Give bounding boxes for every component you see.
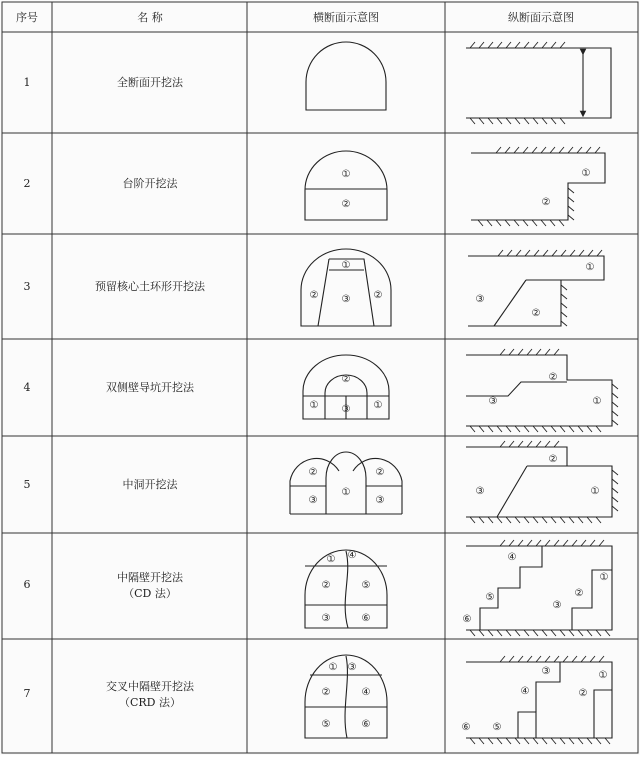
long-section-2 [471,153,605,220]
row-number: 6 [23,578,31,591]
hatch-mark [597,250,602,256]
hatch-mark [612,402,618,407]
hatch-mark [536,656,541,662]
mark-label: ④ [520,686,530,697]
hatch-mark [560,517,565,523]
hatch-mark [561,321,567,326]
hatch-mark [577,147,582,153]
hatch-mark [554,349,559,355]
hatch-mark [536,441,541,447]
hatch-mark [612,420,618,425]
hatch-mark [612,479,618,484]
mark-label: ① [598,670,608,681]
mark-label: ② [321,687,331,698]
hatch-mark [497,426,502,432]
hatch-mark [527,349,532,355]
mark-label: ⑥ [361,719,371,730]
mark-label: ② [548,454,558,465]
hatch-mark [536,540,541,546]
hatch-mark [563,656,568,662]
mark-label: ③ [475,294,485,305]
hatch-mark [524,738,529,744]
hatch-mark [551,42,556,48]
row-number: 1 [23,76,31,89]
hatch-mark [612,384,618,389]
hatch-mark [560,42,565,48]
hatch-mark [523,220,528,226]
hatch-mark [497,630,502,636]
method-name: 交叉中隔壁开挖法 [106,680,194,693]
mark-label: ③ [552,600,562,611]
mark-label: ④ [361,687,371,698]
hatch-mark [533,426,538,432]
hatch-mark [579,250,584,256]
hatch-mark [525,250,530,256]
hatch-mark [578,426,583,432]
cross-section-diagrams [290,42,402,738]
mark-label: ② [578,688,588,699]
hatch-mark [470,738,475,744]
hatch-mark [532,220,537,226]
hatch-mark [578,630,583,636]
hatch-mark [545,349,550,355]
header-no: 序号 [16,11,38,24]
row-4 [24,380,195,394]
hatch-mark [545,656,550,662]
hatch-mark [568,188,574,193]
hatch-mark [551,118,556,124]
hatch-mark [506,426,511,432]
hatch-mark [551,426,556,432]
hatch-mark [552,250,557,256]
hatch-mark [488,630,493,636]
hatch-mark [524,630,529,636]
hatch-mark [542,42,547,48]
mark-label: ② [373,290,383,301]
hatch-mark [518,349,523,355]
hatch-mark [524,42,529,48]
mark-label: ③ [341,294,351,305]
hatch-mark [560,118,565,124]
mark-label: ① [599,572,609,583]
hatch-mark [545,441,550,447]
row-number: 7 [23,687,31,700]
hatch-mark [497,118,502,124]
hatch-mark [536,349,541,355]
mark-label: ② [309,290,319,301]
hatch-mark [514,147,519,153]
method-name: 预留核心土环形开挖法 [95,280,205,293]
mark-label: ② [541,197,551,208]
hatch-mark [612,393,618,398]
hatch-mark [568,197,574,202]
mark-label: ① [309,400,319,411]
hatch-mark [542,517,547,523]
hatch-mark [570,250,575,256]
hatch-mark [612,506,618,511]
hatch-mark [500,349,505,355]
mark-label: ① [590,486,600,497]
hatch-mark [524,426,529,432]
hatch-mark [550,147,555,153]
mark-label: ③ [541,666,551,677]
hatch-mark [506,517,511,523]
mark-label: ② [375,467,385,478]
mark-label: ③ [308,495,318,506]
hatch-mark [518,540,523,546]
hatch-mark [587,738,592,744]
hatch-mark [561,285,567,290]
hatch-mark [569,426,574,432]
hatch-mark [505,220,510,226]
hatch-mark [588,250,593,256]
method-name: 双侧壁导坑开挖法 [106,381,194,394]
hatch-mark [551,738,556,744]
hatch-mark [587,517,592,523]
hatch-mark [497,517,502,523]
mark-label: ⑥ [461,722,471,733]
mark-label: ⑥ [462,614,472,625]
mark-label: ⑥ [361,613,371,624]
mark-label: ① [341,169,351,180]
mark-label: ① [326,554,336,565]
row-6 [24,570,184,600]
hatch-mark [470,118,475,124]
hatch-mark [586,147,591,153]
hatch-mark [478,220,483,226]
hatch-mark [505,147,510,153]
hatch-mark [496,147,501,153]
long-section-7 [466,662,612,738]
hatch-mark [515,118,520,124]
hatch-mark [612,488,618,493]
hatch-mark [559,220,564,226]
long-section-5 [466,447,612,517]
hatch-mark [488,426,493,432]
hatch-mark [532,147,537,153]
hatch-mark [545,540,550,546]
mark-label: ① [328,662,338,673]
mark-label: ② [531,308,541,319]
method-name: 全断面开挖法 [117,76,183,89]
hatch-mark [542,630,547,636]
hatch-mark [578,517,583,523]
hatch-mark [569,517,574,523]
hatch-mark [578,738,583,744]
hatch-mark [500,540,505,546]
hatch-mark [596,738,601,744]
hatch-mark [596,517,601,523]
hatch-mark [509,656,514,662]
mark-label: ② [574,588,584,599]
hatch-mark [507,250,512,256]
method-name-abbr: （CD 法） [123,587,177,600]
hatch-mark [515,426,520,432]
hatch-mark [515,738,520,744]
mark-label: ② [341,199,351,210]
hatch-mark [527,540,532,546]
hatch-mark [551,517,556,523]
row-number: 4 [23,381,31,394]
mark-label: ① [373,400,383,411]
hatch-mark [497,738,502,744]
mark-label: ② [548,372,558,383]
mark-label: ⑤ [485,592,495,603]
hatch-mark [506,118,511,124]
long-section-diagrams [466,48,612,738]
hatch-mark [612,411,618,416]
hatch-mark [554,441,559,447]
hatch-mark [470,517,475,523]
hatch-mark [599,540,604,546]
hatch-mark [590,540,595,546]
hatch-mark [612,470,618,475]
header-long-section: 纵断面示意图 [508,11,574,24]
mark-label: ① [592,396,602,407]
hatch-mark [561,250,566,256]
mark-label: ⑤ [321,719,331,730]
hatch-mark [496,220,501,226]
hatch-mark [533,630,538,636]
hatch-mark [515,630,520,636]
row-number: 2 [23,177,31,190]
mark-label: ① [585,262,595,273]
hatch-mark [569,630,574,636]
mark-label: ① [341,260,351,271]
hatch-mark [479,517,484,523]
hatch-mark [554,656,559,662]
hatch-mark [498,250,503,256]
hatch-mark [506,738,511,744]
hatch-mark [542,738,547,744]
mark-label: ③ [475,486,485,497]
hatch-mark [488,42,493,48]
hatch-mark [542,426,547,432]
method-name: 中隔壁开挖法 [117,571,183,584]
hatch-mark [515,517,520,523]
row-2 [24,176,179,190]
hatch-mark [568,206,574,211]
mark-label: ② [341,374,351,385]
hatch-mark [560,630,565,636]
hatch-mark [569,738,574,744]
mark-label: ③ [488,396,498,407]
hatch-mark [523,147,528,153]
hatch-mark [572,656,577,662]
hatch-mark [605,738,610,744]
hatch-mark [479,426,484,432]
hatch-mark [509,349,514,355]
hatch-mark [479,118,484,124]
hatch-mark [479,738,484,744]
hatch-mark [497,42,502,48]
hatch-mark [518,441,523,447]
mark-label: ③ [347,662,357,673]
method-name-abbr: （CRD 法） [118,696,182,709]
method-name: 台阶开挖法 [122,177,178,190]
hatch-mark [527,441,532,447]
hatch-mark [595,147,600,153]
hatch-mark [518,656,523,662]
hatch-mark [500,656,505,662]
long-section-4 [466,355,612,426]
hatch-mark [587,426,592,432]
hatch-mark [488,517,493,523]
hatch-mark [596,630,601,636]
hatch-mark [560,738,565,744]
method-name: 中洞开挖法 [122,478,178,491]
hatch-mark [479,42,484,48]
hatch-mark [581,540,586,546]
row-5 [24,477,179,491]
hatch-mark [561,312,567,317]
hatch-mark [524,118,529,124]
table-header [16,10,574,24]
header-name: 名 称 [137,11,163,24]
hatch-mark [590,656,595,662]
row-number: 3 [23,280,31,293]
mark-label: ③ [341,404,351,415]
hatch-mark [541,220,546,226]
long-section-1 [466,48,611,118]
row-1 [24,75,184,89]
hatch-mark [470,630,475,636]
hatch-mark [599,656,604,662]
hatch-mark [470,42,475,48]
row-number: 5 [23,478,31,491]
hatch-mark [612,497,618,502]
hatch-mark [524,517,529,523]
hatch-mark [561,303,567,308]
hatch-mark [500,441,505,447]
hatch-mark [506,42,511,48]
hatch-mark [543,250,548,256]
hatch-mark [554,540,559,546]
hatch-mark [551,630,556,636]
hatch-mark [550,220,555,226]
hatch-mark [509,441,514,447]
hatch-mark [561,294,567,299]
hatch-mark [559,147,564,153]
hatch-mark [487,220,492,226]
hatch-mark [541,147,546,153]
long-section-6 [466,546,612,630]
hatch-mark [572,540,577,546]
hatch-mark [470,426,475,432]
row-7 [24,679,195,709]
cross-section-1 [306,42,386,110]
hatch-mark [560,426,565,432]
mark-label: ③ [375,495,385,506]
hatch-mark [533,517,538,523]
hatch-mark [533,42,538,48]
mark-label: ⑤ [361,580,371,591]
hatch-mark [581,656,586,662]
hatch-mark [568,147,573,153]
hatch-mark [534,250,539,256]
mark-label: ② [308,467,318,478]
hatch-mark [587,630,592,636]
mark-label: ① [341,487,351,498]
hatch-mark [488,118,493,124]
hatch-mark [568,215,574,220]
mark-label: ② [321,580,331,591]
hatch-mark [515,42,520,48]
hatch-mark [533,738,538,744]
long-section-marks [462,168,609,733]
hatch-mark [542,118,547,124]
hatch-mark [506,630,511,636]
hatch-mark [516,250,521,256]
hatch-mark [514,220,519,226]
table-grid [2,2,638,753]
mark-label: ④ [347,550,357,561]
hatch-mark [605,630,610,636]
hatch-mark [488,738,493,744]
hatch-mark [527,656,532,662]
hatch-mark [563,540,568,546]
hatch-mark [596,426,601,432]
mark-label: ⑤ [492,722,502,733]
mark-label: ① [581,168,591,179]
row-3 [24,279,206,293]
header-cross-section: 横断面示意图 [313,11,379,24]
hatch-mark [479,630,484,636]
hatch-mark [533,118,538,124]
cross-section-marks [309,169,385,730]
mark-label: ④ [507,552,517,563]
hatch-mark [509,540,514,546]
mark-label: ③ [321,613,331,624]
